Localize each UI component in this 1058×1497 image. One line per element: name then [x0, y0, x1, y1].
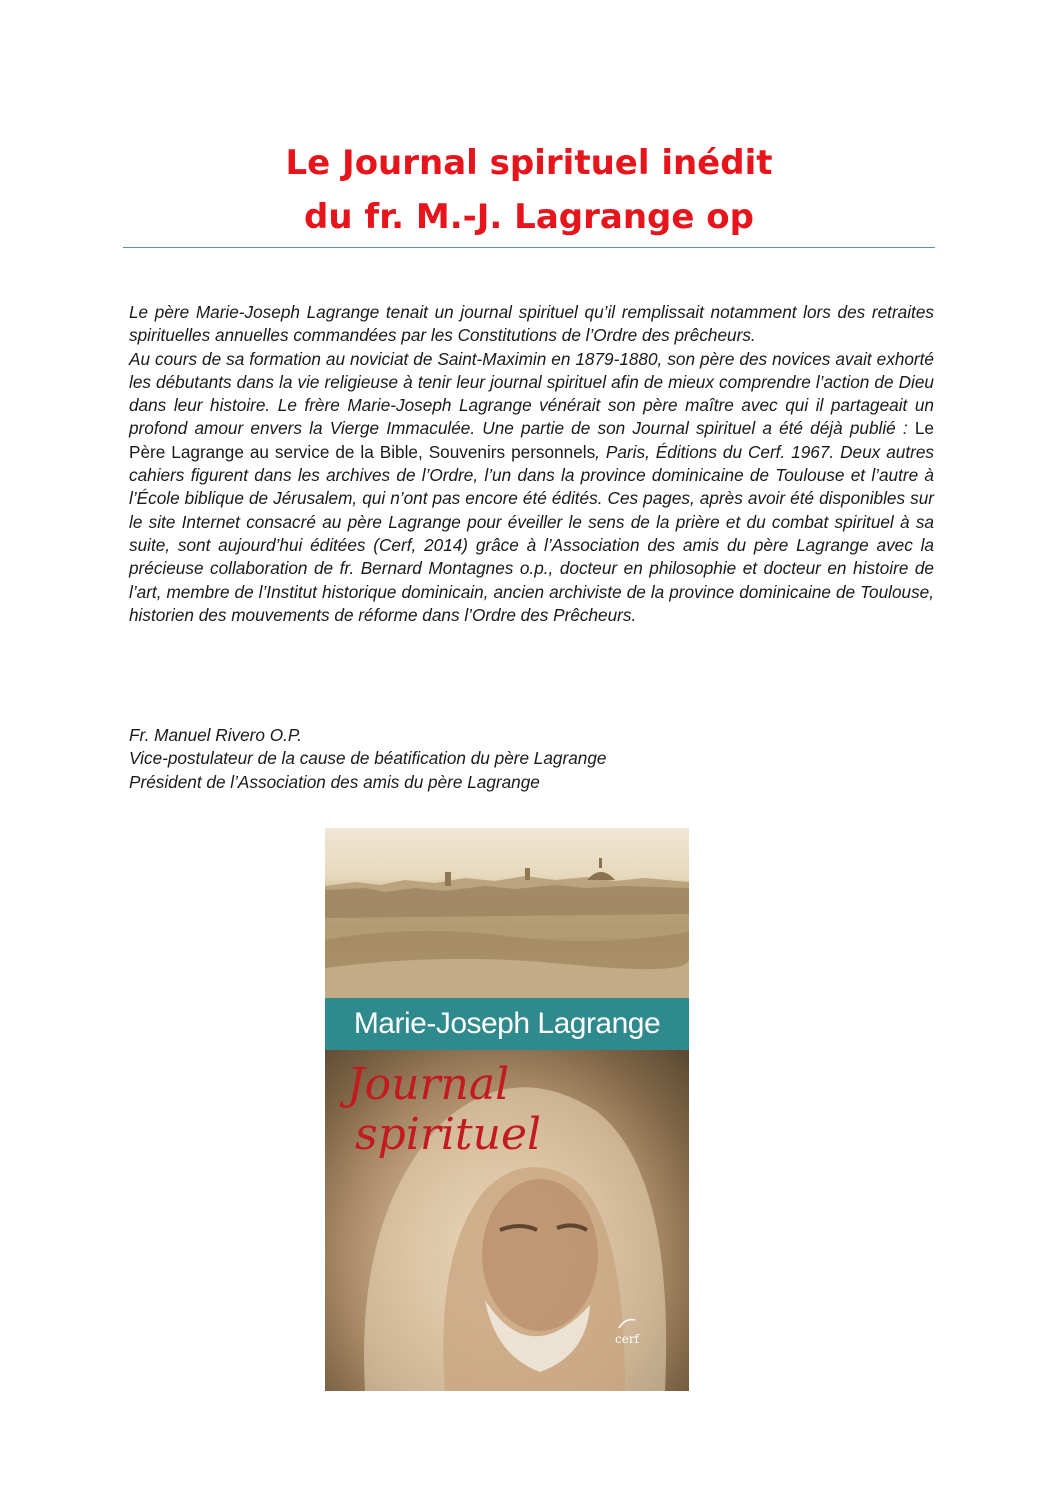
document-title: [123, 136, 935, 244]
city-skyline-illustration: [325, 828, 689, 998]
article-body: [129, 301, 934, 627]
cover-title-line-1: Journal: [347, 1059, 510, 1110]
paragraph-2-rest: , Paris, Éditions du Cerf. 1967. Deux autres cahiers figurent dans les archives de l’Ordre, l’un dans la province dominicaine de Toulouse et l’autre à l’École biblique de Jérusalem, qui n’ont pas encore été édités. Ces pages, après avoir été disponibles sur le site Internet consacré au père Lagrange pour éveiller le sens de la prière et du combat spirituel à sa suite, sont aujourd’hui éditées (Cerf, 2014) grâce à l’Association des amis du père Lagrange avec la précieuse collaboration de fr. Bernard Montagnes o.p., docteur en philosophie et docteur en histoire de l’art, membre de l’Institut historique dominicain, ancien archiviste de la province dominicaine de Toulouse, historien des mouvements de réforme dans l’Ordre des Prêcheurs.: [129, 441, 934, 625]
paragraph-2-intro: Au cours de sa formation au noviciat de Saint-Maximin en 1879-1880, son père des novices avait exhorté les débutants dans la vie religieuse à tenir leur journal spirituel afin de mieux comprendre l’action de Dieu dans leur histoire. Le frère Marie-Joseph Lagrange vénérait son père maître avec qui il partageait un profond amour envers la Vierge Immaculée. Une partie de son Journal spirituel a été déjà publié :: [129, 348, 934, 439]
signature-block: [129, 724, 934, 794]
paragraph-2: [129, 348, 934, 628]
cover-author: Marie-Joseph Lagrange: [353, 1007, 661, 1040]
cover-title: [347, 1060, 541, 1160]
publisher-name: cerf: [615, 1332, 639, 1346]
title-line-1: Le Journal spirituel inédit: [285, 143, 773, 183]
signature-name: Fr. Manuel Rivero O.P.: [129, 725, 302, 745]
title-line-2: du fr. M.-J. Lagrange op: [304, 197, 754, 237]
title-divider: [123, 247, 935, 248]
book-reference: Le Père Lagrange au service de la Bible, Souvenirs personnels: [129, 418, 934, 462]
signature-role-2: Président de l’Association des amis du père Lagrange: [129, 771, 540, 792]
paragraph-1: Le père Marie-Joseph Lagrange tenait un journal spirituel qu’il remplissait notamment lors des retraites spirituelles annuelles commandées par les Constitutions de l’Ordre des prêcheurs.: [129, 302, 934, 346]
cover-author-band: [325, 998, 689, 1050]
book-cover-image: [325, 828, 689, 1391]
cover-city-photo: [325, 828, 689, 998]
signature-role-1: Vice-postulateur de la cause de béatification du père Lagrange: [129, 748, 607, 769]
cover-title-line-2: spirituel: [355, 1109, 542, 1160]
publisher-logo: [615, 1316, 639, 1346]
cerf-logo-icon: [617, 1316, 637, 1330]
